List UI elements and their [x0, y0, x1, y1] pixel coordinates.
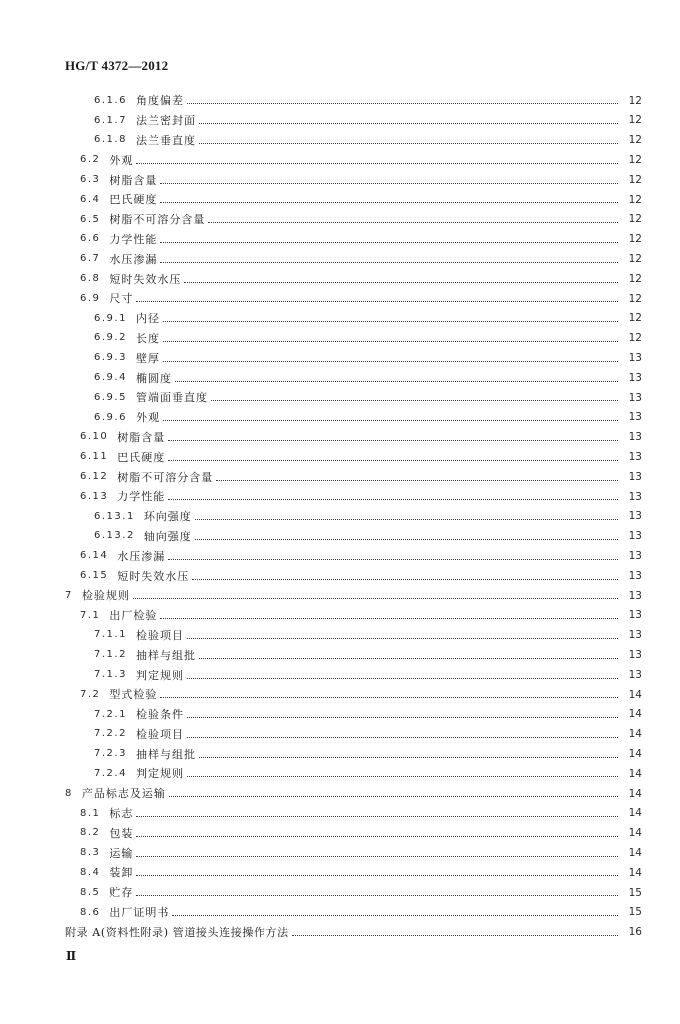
toc-entry-title: 出厂检验: [109, 609, 158, 623]
dot-leader: [169, 796, 618, 797]
toc-entry-number: 6.10: [80, 431, 109, 443]
toc-entry-page: 13: [628, 490, 642, 503]
toc-entry-number: 8.2: [80, 827, 101, 839]
toc-entry-number: 8: [65, 787, 73, 799]
dot-leader: [187, 776, 618, 777]
toc-entry: [0, 645, 680, 665]
toc-entry-title: 判定规则: [135, 767, 184, 781]
dot-leader: [136, 301, 618, 302]
dot-leader: [136, 816, 618, 817]
toc-entry-page: 12: [628, 332, 642, 345]
toc-entry-number: 7.1.2: [94, 649, 127, 661]
toc-entry-number: 6.6: [80, 233, 101, 245]
dot-leader: [184, 282, 618, 283]
toc-entry: [0, 863, 680, 883]
dot-leader: [133, 598, 618, 599]
toc-entry: [0, 329, 680, 349]
toc-entry-page: 13: [628, 609, 642, 622]
toc-entry-title: 环向强度: [143, 510, 192, 524]
toc-entry-number: 8.4: [80, 866, 101, 878]
toc-entry-number: 6.1.6: [94, 94, 127, 106]
toc-entry: [0, 527, 680, 547]
toc-entry-number: 7.1.3: [94, 669, 127, 680]
toc-entry-number: 6.11: [80, 451, 109, 463]
dot-leader: [168, 559, 618, 560]
toc-entry-number: 6.9.6: [94, 411, 127, 423]
toc-entry: [0, 507, 680, 527]
dot-leader: [216, 480, 618, 481]
toc-entry-title: 装卸: [109, 866, 134, 880]
toc-entry: [0, 269, 680, 289]
toc-entry: [0, 606, 680, 626]
dot-leader: [187, 737, 618, 738]
toc-entry-title: 贮存: [109, 886, 134, 900]
toc-entry-number: 6.9.3: [94, 352, 127, 364]
toc-entry-number: 8.3: [80, 847, 101, 859]
toc-entry-title: 短时失效水压: [117, 569, 190, 583]
toc-entry: [0, 368, 680, 388]
dot-leader: [192, 579, 618, 580]
toc-entry-title: 角度偏差: [135, 94, 184, 108]
dot-leader: [163, 341, 618, 342]
toc-entry: [0, 348, 680, 368]
toc-entry-page: 14: [628, 827, 642, 840]
dot-leader: [168, 499, 618, 500]
toc-entry-number: 6.5: [80, 213, 101, 225]
toc-entry-page: 13: [628, 450, 642, 463]
toc-entry: [0, 91, 680, 111]
dot-leader: [187, 103, 618, 104]
toc-entry: [0, 467, 680, 487]
dot-leader: [168, 460, 618, 461]
toc-entry-number: 6.8: [80, 273, 101, 285]
toc-entry-page: 13: [628, 510, 642, 523]
toc-entry-page: 12: [628, 253, 642, 266]
toc-entry-title: 抽样与组批: [135, 747, 196, 761]
toc-entry-number: 8.6: [80, 906, 101, 918]
toc-entry-page: 14: [628, 767, 642, 780]
toc-entry-number: 6.9.5: [94, 391, 127, 403]
toc-entry-page: 13: [628, 352, 642, 364]
toc-entry-number: 7: [65, 589, 73, 601]
toc-entry-title: 巴氏硬度: [109, 193, 158, 207]
toc-entry-number: 6.14: [80, 550, 109, 562]
toc-entry-title: 检验项目: [135, 727, 184, 741]
toc-entry: [0, 447, 680, 467]
toc-entry: [0, 705, 680, 725]
toc-entry: [0, 210, 680, 230]
toc-entry: [0, 388, 680, 408]
toc-entry-number: 6.9.1: [94, 312, 127, 324]
toc-entry-page: 13: [628, 668, 642, 681]
toc-entry-number: 7.2.3: [94, 748, 127, 760]
toc-entry-number: 6.9.2: [94, 332, 127, 344]
dot-leader: [163, 420, 618, 421]
toc-entry-number: 6.12: [80, 471, 109, 483]
toc-entry-page: 16: [628, 926, 642, 939]
toc-entry-title: 树脂不可溶分含量: [109, 213, 206, 227]
dot-leader: [160, 262, 618, 263]
toc-entry: [0, 566, 680, 586]
toc-entry-number: 6.9: [80, 292, 101, 304]
toc-entry-title: 型式检验: [109, 688, 158, 702]
dot-leader: [160, 618, 618, 619]
dot-leader: [187, 717, 618, 718]
toc-entry-title: 树脂含量: [117, 430, 166, 444]
toc-entry-title: 外观: [109, 153, 134, 167]
toc-entry-page: 13: [628, 589, 642, 602]
toc-entry: [0, 150, 680, 170]
toc-entry: [0, 922, 680, 942]
toc-entry-number: 6.4: [80, 193, 101, 205]
dot-leader: [168, 440, 618, 441]
toc-entry: [0, 883, 680, 903]
toc-entry-title: 检验规则: [81, 589, 130, 603]
dot-leader: [208, 222, 618, 223]
toc-entry-page: 13: [628, 549, 642, 562]
toc-entry-title: 标志: [109, 807, 134, 821]
toc-entry: [0, 903, 680, 923]
toc-entry: [0, 725, 680, 745]
toc-entry-title: 内径: [135, 312, 160, 326]
toc-entry-number: 7.1: [80, 609, 101, 621]
toc-entry-title: 水压渗漏: [109, 252, 158, 266]
toc-entry: [0, 744, 680, 764]
toc-entry-title: 出厂证明书: [109, 906, 170, 920]
toc-entry-number: 7.2.4: [94, 767, 127, 779]
toc-entry-title: 轴向强度: [143, 529, 192, 543]
toc-entry-page: 12: [628, 173, 642, 186]
toc-entry: [0, 685, 680, 705]
dot-leader: [163, 321, 618, 322]
toc-entry-title: 树脂不可溶分含量: [117, 470, 214, 484]
toc-entry-page: 14: [628, 807, 642, 820]
toc-entry-title: 力学性能: [117, 490, 166, 504]
toc-entry: [0, 170, 680, 190]
toc-entry-number: 8.5: [80, 886, 101, 898]
toc-entry-page: 13: [628, 411, 642, 424]
dot-leader: [160, 202, 618, 203]
toc-entry: [0, 230, 680, 250]
dot-leader: [136, 836, 618, 837]
toc-entry-title: 水压渗漏: [117, 549, 166, 563]
toc-entry: [0, 428, 680, 448]
toc-entry-title: 壁厚: [135, 351, 160, 365]
toc-entry-title: 产品标志及运输: [81, 787, 166, 801]
toc-entry-number: 7.2.2: [94, 728, 127, 740]
toc-entry-page: 12: [628, 154, 642, 167]
toc-entry: [0, 546, 680, 566]
table-of-contents: [0, 91, 680, 942]
toc-entry: [0, 823, 680, 843]
dot-leader: [195, 519, 618, 520]
toc-entry-title: 长度: [135, 331, 160, 345]
toc-entry-title: 检验条件: [135, 708, 184, 722]
dot-leader: [160, 183, 618, 184]
toc-entry-page: 13: [628, 648, 642, 661]
toc-entry-number: 6.9.4: [94, 372, 127, 384]
toc-entry-page: 12: [628, 114, 642, 127]
toc-entry-title: 管端面垂直度: [135, 391, 208, 405]
toc-entry-page: 12: [628, 272, 642, 285]
toc-entry: [0, 111, 680, 131]
toc-entry-number: 7.2: [80, 688, 101, 700]
toc-entry-page: 13: [628, 530, 642, 543]
toc-entry-number: 6.15: [80, 570, 109, 582]
toc-entry-number: 6.3: [80, 174, 101, 186]
toc-entry-number: 6.1.8: [94, 134, 127, 146]
toc-entry-page: 14: [628, 846, 642, 859]
dot-leader: [187, 638, 618, 639]
dot-leader: [160, 242, 618, 243]
dot-leader: [172, 915, 618, 916]
page-number: Ⅱ: [66, 949, 77, 963]
toc-entry-page: 12: [628, 233, 642, 246]
toc-entry-title: 法兰垂直度: [135, 133, 196, 147]
dot-leader: [160, 697, 618, 698]
toc-entry: [0, 249, 680, 269]
toc-entry: [0, 784, 680, 804]
toc-entry: [0, 665, 680, 685]
toc-entry: [0, 309, 680, 329]
toc-entry: [0, 586, 680, 606]
toc-entry-page: 12: [628, 292, 642, 305]
toc-entry: [0, 804, 680, 824]
toc-entry: [0, 131, 680, 151]
toc-entry-page: 14: [628, 688, 642, 701]
dot-leader: [199, 123, 618, 124]
toc-entry-page: 14: [628, 787, 642, 800]
document-code: HG/T 4372—2012: [65, 58, 169, 73]
toc-entry-page: 15: [628, 886, 642, 899]
toc-entry-page: 13: [628, 569, 642, 582]
dot-leader: [175, 381, 618, 382]
toc-entry: [0, 289, 680, 309]
dot-leader: [187, 678, 618, 679]
toc-entry-number: 7.2.1: [94, 708, 127, 720]
dot-leader: [199, 143, 618, 144]
toc-entry-page: 14: [628, 747, 642, 760]
dot-leader: [292, 935, 618, 936]
toc-entry-page: 14: [628, 866, 642, 879]
toc-entry-page: 13: [628, 431, 642, 444]
toc-entry-title: 巴氏硬度: [117, 450, 166, 464]
dot-leader: [136, 895, 618, 896]
toc-entry-title: 椭圆度: [135, 371, 172, 385]
toc-entry-number: 6.13.2: [94, 530, 135, 542]
toc-entry-title: 附录 A(资料性附录) 管道接头连接操作方法: [65, 925, 289, 939]
toc-entry-page: 12: [628, 213, 642, 226]
toc-entry-title: 法兰密封面: [135, 114, 196, 128]
toc-entry-title: 外观: [135, 411, 160, 425]
toc-entry-title: 判定规则: [135, 668, 184, 682]
toc-entry-page: 12: [628, 94, 642, 107]
toc-entry-page: 14: [628, 708, 642, 721]
toc-entry-number: 6.7: [80, 253, 101, 265]
toc-entry: [0, 408, 680, 428]
dot-leader: [199, 757, 618, 758]
toc-entry-page: 15: [628, 906, 642, 919]
toc-entry-title: 力学性能: [109, 232, 158, 246]
toc-entry-title: 树脂含量: [109, 173, 158, 187]
dot-leader: [163, 361, 618, 362]
toc-entry-page: 13: [628, 391, 642, 404]
toc-entry-page: 13: [628, 371, 642, 384]
toc-entry-title: 检验项目: [135, 628, 184, 642]
toc-entry-number: 6.1.7: [94, 114, 127, 126]
toc-entry-page: 14: [628, 728, 642, 741]
dot-leader: [136, 875, 618, 876]
toc-entry-number: 6.13.1: [94, 510, 135, 522]
toc-entry-title: 运输: [109, 846, 134, 860]
toc-entry-number: 7.1.1: [94, 629, 127, 641]
dot-leader: [211, 400, 618, 401]
toc-entry-title: 抽样与组批: [135, 648, 196, 662]
toc-entry-page: 12: [628, 312, 642, 325]
dot-leader: [136, 163, 618, 164]
toc-entry-number: 8.1: [80, 807, 101, 819]
toc-entry-title: 包装: [109, 826, 134, 840]
dot-leader: [195, 539, 618, 540]
toc-entry-page: 13: [628, 629, 642, 642]
toc-entry-page: 12: [628, 193, 642, 206]
dot-leader: [199, 658, 618, 659]
toc-entry-number: 6.2: [80, 154, 101, 166]
toc-entry: [0, 843, 680, 863]
toc-entry-page: 12: [628, 134, 642, 147]
toc-entry: [0, 626, 680, 646]
toc-entry-number: 6.13: [80, 490, 109, 502]
toc-entry-title: 尺寸: [109, 292, 134, 306]
toc-entry-page: 13: [628, 470, 642, 483]
toc-entry: [0, 487, 680, 507]
toc-entry: [0, 190, 680, 210]
dot-leader: [136, 856, 618, 857]
toc-entry: [0, 764, 680, 784]
toc-entry-title: 短时失效水压: [109, 272, 182, 286]
